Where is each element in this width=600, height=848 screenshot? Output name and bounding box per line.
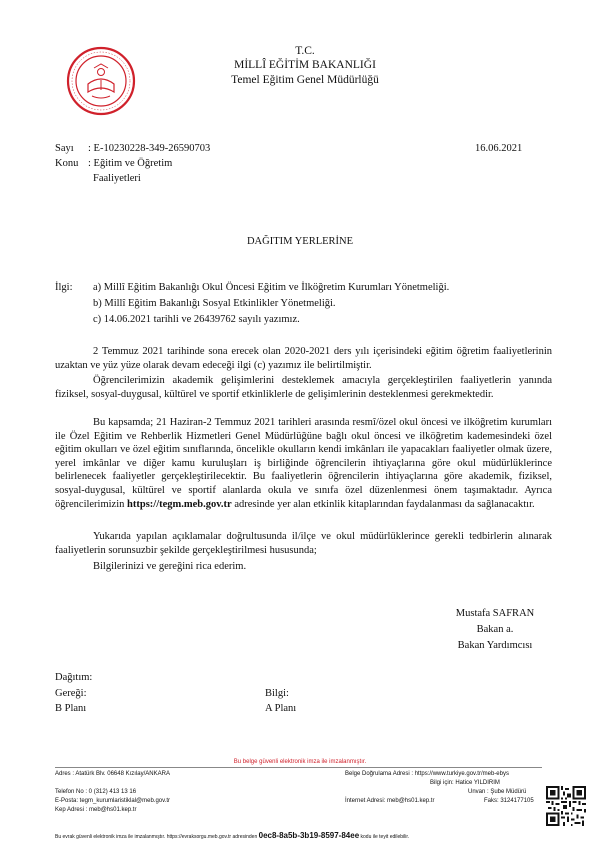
header-tc: T.C. (295, 45, 315, 57)
footer-address: Adres : Atatürk Blv. 06648 Kızılay/ANKARA (55, 771, 170, 777)
paragraph-3-tail: adresinde yer alan etkinlik kitaplarından faydalanması da sağlanacaktır. (231, 498, 535, 510)
footer-info: Bilgi için: Hatice YILDIRIM (430, 780, 500, 786)
qr-code-icon (546, 786, 586, 826)
signatory-role-2: Bakan Yardımcısı (457, 640, 533, 651)
footer-internet[interactable]: İnternet Adresi: meb@hs01.kep.tr (345, 798, 435, 804)
ilgi-c: c) 14.06.2021 tarihli ve 26439762 sayılı yazımız. (93, 314, 300, 325)
paragraph-1: 2 Temmuz 2021 tarihinde sona erecek olan 2020-2021 ders yılı içerisindeki eğitim öğretim faaliyetlerinin uzaktan ve yüz yüze olarak devam edeceği ilgi (c) yazımız ile belirtilmiştir. (55, 346, 552, 371)
konu-value-continued: Faaliyetleri (93, 173, 141, 184)
footer-kep[interactable]: Kep Adresi : meb@hs01.kep.tr (55, 807, 137, 813)
tegm-link[interactable]: https://tegm.meb.gov.tr (127, 498, 232, 510)
verification-code: 0ec8-8a5b-3b19-8597-84ee (258, 831, 360, 840)
verification-suffix: kodu ile teyit edilebilir. (360, 834, 410, 840)
paragraph-4: Yukarıda yapılan açıklamalar doğrultusunda il/ilçe ve okul müdürlüklerince gerekli tedbirlerin alınarak faaliyetlerin sorunsuzbir şekilde gerçekleştirilmesi hususunda; (55, 531, 552, 556)
footer-verification-line (55, 832, 555, 841)
paragraph-2: Öğrencilerimizin akademik gelişimlerini desteklemek amacıyla gerçekleştirilen faaliyetlerin yanında fiziksel, sosyal-duygusal, kültürel ve sportif etkinliklerle de gelişimlerinin desteklenmesi gerekmektedir. (55, 375, 552, 400)
paragraph-3-text: Bu kapsamda; 21 Haziran-2 Temmuz 2021 tarihleri arasında resmî/özel okul öncesi ve ilköğretim kurumları ile Özel Eğitim ve Rehberlik Hizmetleri Genel Müdürlüğüne bağlı okul öncesi ve ilköğretim kademesindeki özel eğitim okulları ve özel eğitim sınıflarında, öncelikle okulların kendi imkânları ile yapacakları faaliyetler olmak üzere, yerel imkânlar ve diğer kamu kuruluşları iş birliğinde öğrencilerin ihtiyaçlarına göre okul müdürlüklerince belirlenecek faaliyetler gerçekleştirilecektir. Bu faaliyetlerin öğrencilerin ihtiyaçlarına göre akademik, fiziksel, sosyal-duygusal, kültürel ve sportif alanlarda okula ve sınıfa özel düzenlenmesi önem taşımaktadır. Ayrıca öğrencilerimizin (55, 417, 552, 510)
footer-phone: Telefon No : 0 (312) 413 13 16 (55, 789, 137, 795)
bilgi-value: A Planı (265, 703, 297, 714)
footer-email[interactable]: E-Posta: tegm_kurumlaristiklal@meb.gov.tr (55, 798, 171, 804)
ilgi-label: İlgi: (55, 282, 73, 293)
ilgi-b: b) Millî Eğitim Bakanlığı Sosyal Etkinlikler Yönetmeliği. (93, 298, 336, 309)
header-directorate: Temel Eğitim Genel Müdürlüğü (231, 74, 379, 86)
footer-divider (55, 767, 542, 768)
ilgi-a: a) Millî Eğitim Bakanlığı Okul Öncesi Eğitim ve İlköğretim Kurumları Yönetmeliği. (93, 282, 450, 293)
footer-verify-url[interactable]: Belge Doğrulama Adresi : https://www.turkiye.gov.tr/meb-ebys (345, 771, 509, 777)
paragraph-5: Bilgilerinizi ve gereğini rica ederim. (93, 561, 247, 572)
header-ministry: MİLLÎ EĞİTİM BAKANLIĞI (234, 59, 376, 71)
konu-label: Konu (55, 158, 79, 169)
distribution-label: Dağıtım: (55, 672, 93, 683)
footer-title: Unvan : Şube Müdürü (468, 789, 527, 795)
signatory-name: Mustafa SAFRAN (455, 608, 535, 619)
gereği-value: B Planı (55, 703, 87, 714)
paragraph-3 (55, 416, 552, 511)
esign-notice: Bu belge güvenli elektronik imza ile imzalanmıştır. (233, 759, 367, 765)
sayi-value: : E-10230228-349-26590703 (88, 143, 211, 154)
ministry-seal-icon (66, 46, 136, 116)
footer-fax: Faks: 3124177105 (484, 798, 534, 804)
sayi-label: Sayı (55, 143, 74, 154)
signatory-role-1: Bakan a. (476, 624, 514, 635)
bilgi-label: Bilgi: (265, 688, 289, 699)
document-date: 16.06.2021 (475, 143, 523, 154)
verification-prefix: Bu evrak güvenli elektronik imza ile imzalanmıştır. https://evraksorgu.meb.gov.tr adresinden (55, 834, 258, 840)
gereği-label: Gereği: (55, 688, 87, 699)
konu-value: : Eğitim ve Öğretim (88, 158, 173, 169)
recipient-heading: DAĞITIM YERLERİNE (246, 236, 354, 247)
